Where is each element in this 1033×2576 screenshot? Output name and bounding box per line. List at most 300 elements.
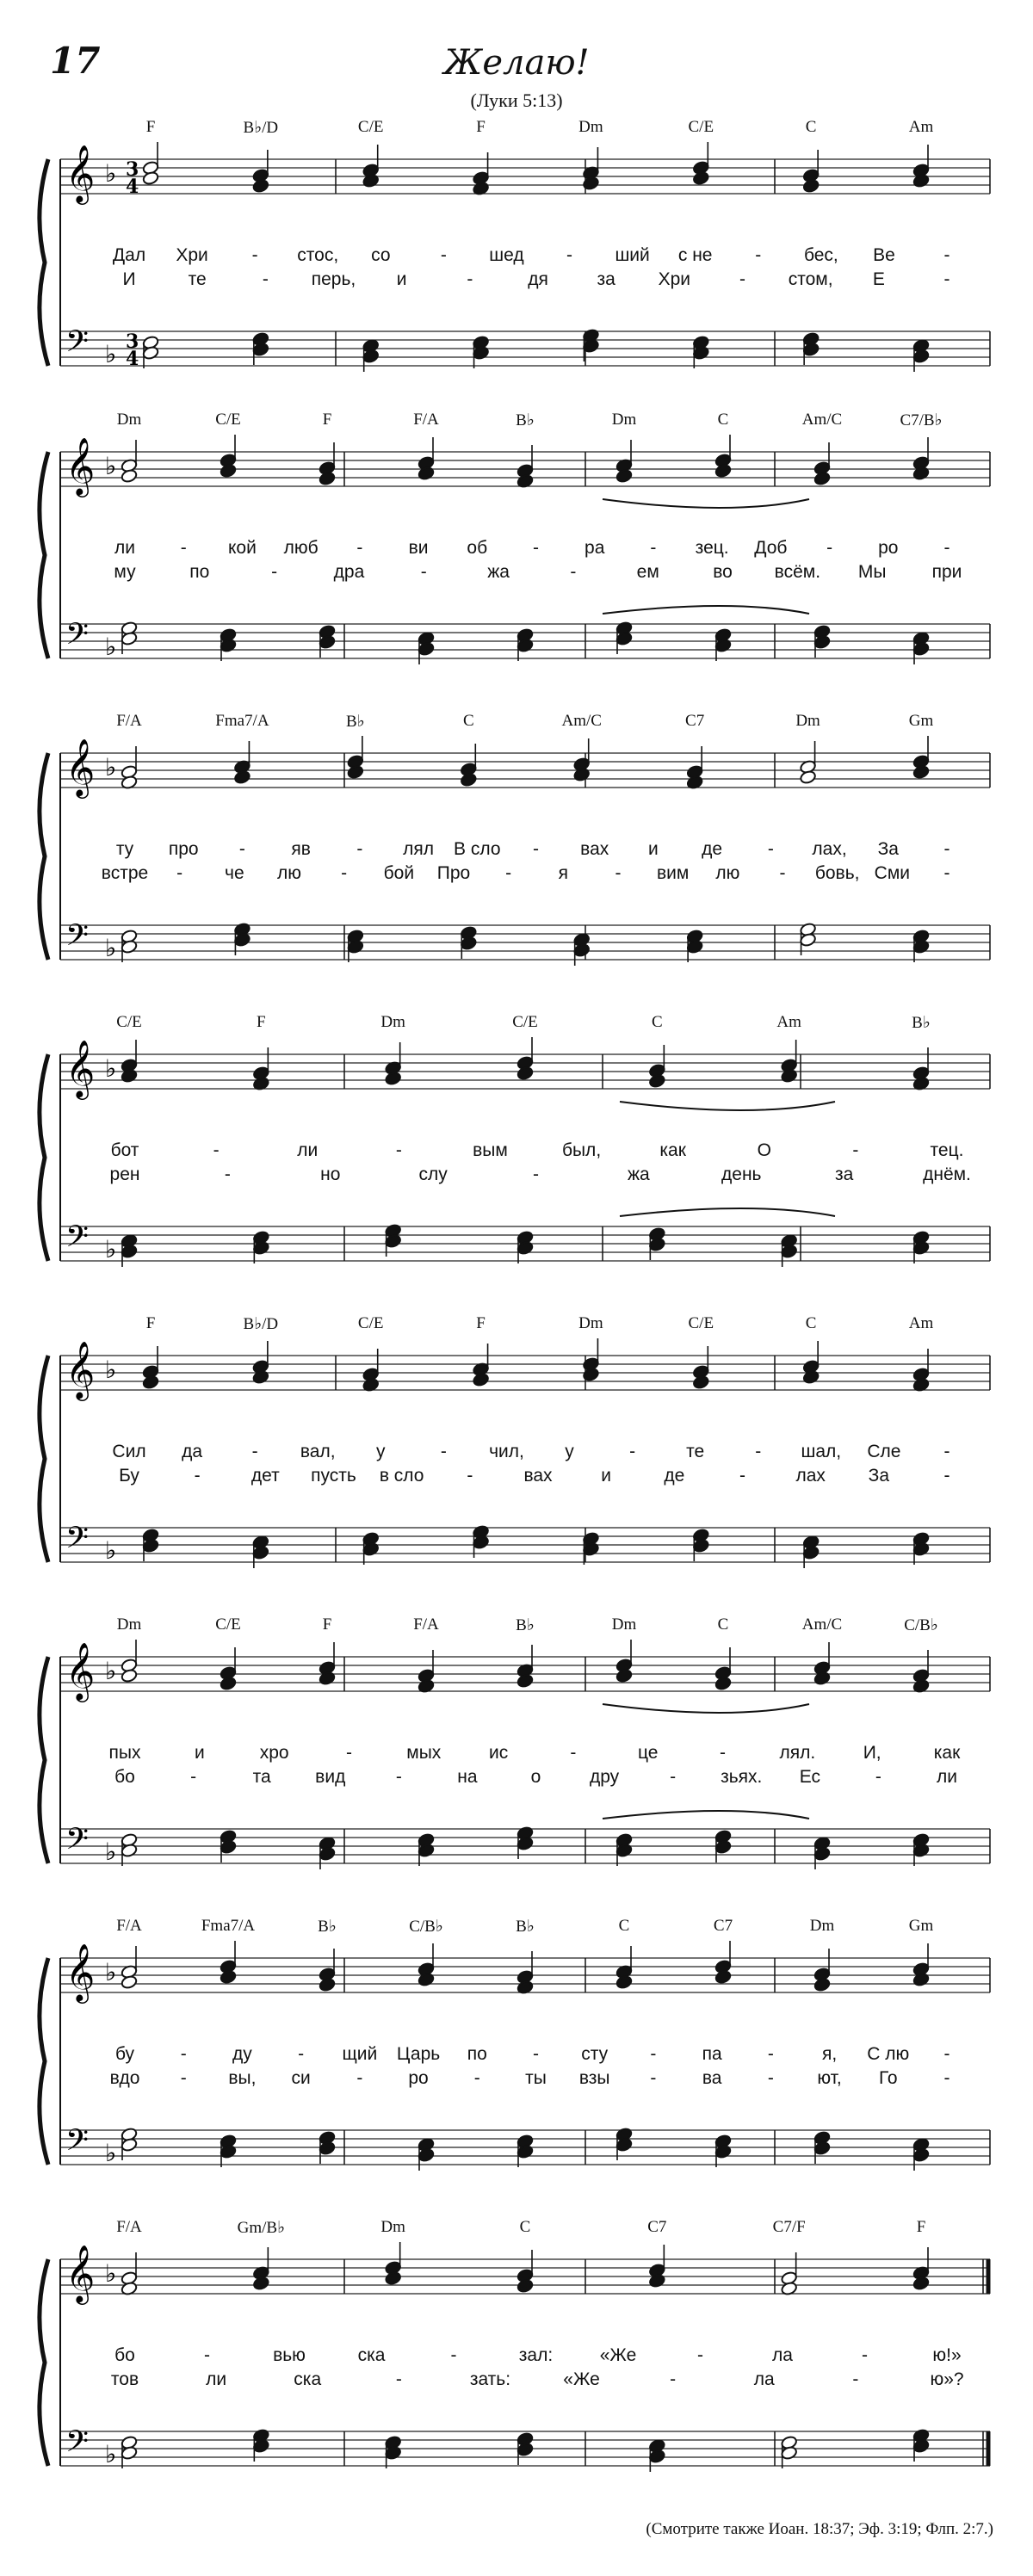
- lyric-syllable: зьях.: [721, 1767, 763, 1787]
- note-head: [714, 1969, 732, 1984]
- note-head: [615, 1974, 633, 1989]
- lyric-syllable: Бу: [119, 1466, 139, 1486]
- lyric-syllable: О: [757, 1140, 771, 1160]
- note-head: [912, 466, 930, 480]
- lyric-syllable: стом,: [788, 269, 833, 289]
- chord-symbol: C: [805, 1314, 817, 1332]
- note-head: [252, 2276, 269, 2290]
- lyric-syllable: всём.: [774, 562, 821, 582]
- system-brace: [40, 1054, 48, 1261]
- lyric-syllable: бой: [383, 863, 415, 883]
- note-head: [802, 1369, 820, 1384]
- note-head: [516, 638, 534, 652]
- chord-symbol: F: [476, 1314, 486, 1332]
- lyric-syllable: лах,: [812, 839, 847, 859]
- lyric-syllable: -: [251, 245, 258, 265]
- lyric-syllable: Ве: [873, 245, 895, 265]
- system-brace: [40, 452, 48, 658]
- lyric-syllable: -: [852, 1140, 859, 1160]
- chord-symbol: F: [476, 118, 486, 136]
- lyric-syllable: -: [473, 2068, 480, 2088]
- lyric-syllable: -: [224, 1164, 231, 1184]
- lyric-syllable: лял.: [779, 1743, 816, 1763]
- note-head: [802, 178, 820, 193]
- note-head: [615, 631, 633, 646]
- note-head: [686, 939, 703, 954]
- lyric-syllable: Е: [872, 269, 885, 289]
- note-head: [781, 1244, 798, 1258]
- chord-symbol: B♭: [318, 1918, 337, 1936]
- note-head: [220, 2144, 237, 2159]
- lyric-syllable: как: [659, 1140, 686, 1160]
- note-head: [692, 170, 709, 185]
- chord-symbol: F/A: [116, 1917, 142, 1935]
- lyric-syllable: ший: [615, 245, 650, 265]
- lyric-syllable: па: [702, 2044, 722, 2064]
- treble-clef: 𝄞: [65, 144, 96, 202]
- lyric-syllable: день: [721, 1164, 762, 1184]
- lyric-syllable: вым: [473, 1140, 508, 1160]
- chord-symbol: Fma7/A: [215, 712, 269, 730]
- note-head: [319, 471, 336, 485]
- time-signature: 3: [126, 158, 139, 181]
- lyric-syllable: -: [767, 2044, 774, 2064]
- key-flat: ♭: [105, 1958, 117, 1986]
- note-head: [912, 939, 930, 954]
- lyric-syllable: у: [376, 1442, 386, 1461]
- lyric-syllable: си: [291, 2068, 311, 2088]
- note-head: [142, 345, 159, 360]
- bass-clef: 𝄢: [65, 1821, 90, 1863]
- treble-clef: 𝄞: [65, 1943, 96, 2001]
- svg-text:3: 3: [126, 330, 139, 353]
- note-head: [319, 2140, 336, 2155]
- note-head: [121, 1668, 138, 1683]
- note-head: [252, 1240, 269, 1255]
- lyric-syllable: «Же: [563, 2369, 600, 2389]
- lyric-syllable: -: [356, 2068, 363, 2088]
- note-head: [319, 1977, 336, 1992]
- system-brace: [40, 1356, 48, 1562]
- note-head: [692, 1374, 709, 1389]
- note-head: [220, 638, 237, 652]
- lyric-syllable: ра: [585, 538, 605, 558]
- lyric-syllable: Доб: [754, 538, 788, 558]
- note-head: [615, 2137, 633, 2152]
- chord-symbol: Am/C: [561, 712, 602, 730]
- lyric-syllable: шал,: [801, 1442, 842, 1461]
- note-head: [516, 1240, 534, 1255]
- lyric-syllable: За: [868, 1466, 890, 1486]
- lyric-syllable: и: [601, 1466, 612, 1486]
- note-head: [714, 463, 732, 478]
- lyric-syllable: -: [566, 245, 573, 265]
- note-head: [813, 1846, 831, 1861]
- note-head: [460, 936, 477, 950]
- treble-clef: 𝄞: [65, 1340, 96, 1399]
- chord-symbol: Gm: [908, 712, 934, 730]
- note-head: [121, 468, 138, 483]
- lyric-syllable: -: [395, 1140, 402, 1160]
- lyric-syllable: -: [650, 2044, 657, 2064]
- lyric-syllable: ли: [206, 2369, 227, 2389]
- note-head: [813, 634, 831, 649]
- lyric-syllable: -: [505, 863, 512, 883]
- note-head: [252, 178, 269, 193]
- chord-symbol: C7/F: [772, 2218, 806, 2236]
- lyric-syllable: -: [420, 562, 427, 582]
- note-head: [418, 466, 435, 480]
- chord-symbol: F: [916, 2218, 926, 2236]
- key-flat: ♭: [105, 753, 117, 781]
- chord-symbol: C/E: [215, 1615, 241, 1634]
- note-head: [912, 349, 930, 363]
- lyric-syllable: ви: [408, 538, 429, 558]
- lyric-syllable: бо: [114, 2345, 135, 2365]
- lyric-syllable: вах: [580, 839, 609, 859]
- lyric-syllable: С лю: [867, 2044, 910, 2064]
- note-head: [648, 2449, 665, 2463]
- lyric-syllable: по: [467, 2044, 487, 2064]
- chord-symbol: Am/C: [801, 1615, 843, 1634]
- lyric-syllable: с не: [677, 245, 713, 265]
- lyric-syllable: Мы: [857, 562, 887, 582]
- note-head: [121, 939, 138, 954]
- lyric-syllable: мых: [406, 1743, 442, 1763]
- lyric-syllable: хро: [259, 1743, 289, 1763]
- note-head: [912, 764, 930, 779]
- lyric-syllable: лю: [276, 863, 302, 883]
- lyric-syllable: стос,: [297, 245, 339, 265]
- key-flat: ♭: [105, 1838, 117, 1866]
- lyric-syllable: ли: [937, 1767, 957, 1787]
- lyric-syllable: -: [755, 1442, 762, 1461]
- lyric-syllable: -: [251, 1442, 258, 1461]
- chord-symbol: Dm: [795, 712, 820, 730]
- lyric-syllable: В сло: [454, 839, 501, 859]
- lyric-syllable: -: [450, 2345, 457, 2365]
- note-head: [714, 1839, 732, 1854]
- lyric-syllable: -: [767, 839, 774, 859]
- note-head: [121, 1244, 138, 1258]
- note-head: [648, 2273, 665, 2288]
- hymn-number: 17: [50, 40, 101, 82]
- key-flat: ♭: [105, 2139, 117, 2167]
- lyric-syllable: ска: [357, 2345, 386, 2365]
- lyric-syllable: -: [190, 1767, 197, 1787]
- note-head: [615, 468, 633, 483]
- lyric-syllable: Про: [436, 863, 471, 883]
- system-brace: [40, 1958, 48, 2165]
- chord-symbol: Gm: [908, 1917, 934, 1935]
- note-head: [714, 638, 732, 652]
- key-flat: ♭: [105, 159, 117, 188]
- note-head: [813, 2140, 831, 2155]
- chord-symbol: C7: [685, 712, 705, 730]
- bass-clef: 𝄢: [65, 2122, 90, 2165]
- lyric-syllable: -: [852, 2369, 859, 2389]
- note-head: [252, 2438, 269, 2453]
- note-head: [385, 2445, 402, 2460]
- bass-clef: 𝄢: [65, 616, 90, 658]
- chord-symbol: F: [322, 1615, 332, 1634]
- lyric-syllable: -: [194, 1466, 201, 1486]
- lyric-syllable: че: [225, 863, 244, 883]
- lyric-syllable: -: [650, 538, 657, 558]
- note-head: [418, 2147, 435, 2162]
- lyric-syllable: по: [189, 562, 210, 582]
- note-head: [912, 2438, 930, 2453]
- lyric-syllable: те: [686, 1442, 705, 1461]
- system-brace: [40, 1657, 48, 1863]
- lyric-syllable: де: [702, 839, 723, 859]
- lyric-syllable: за: [597, 269, 615, 289]
- lyric-syllable: -: [943, 1466, 950, 1486]
- chord-symbol: Dm: [380, 2218, 405, 2236]
- lyric-syllable: -: [271, 562, 278, 582]
- chord-symbol: C/E: [357, 118, 384, 136]
- bass-clef: 𝄢: [65, 1520, 90, 1562]
- chord-symbol: C/E: [688, 1314, 714, 1332]
- note-head: [516, 2278, 534, 2293]
- lyric-syllable: Го: [878, 2068, 898, 2088]
- lyric-syllable: об: [467, 538, 488, 558]
- lyric-syllable: ли: [114, 538, 135, 558]
- lyric-syllable: -: [180, 2044, 187, 2064]
- lyric-syllable: ту: [115, 839, 134, 859]
- note-head: [472, 1372, 489, 1387]
- chord-symbol: F: [322, 411, 332, 429]
- note-head: [385, 1233, 402, 1248]
- key-flat: ♭: [105, 2259, 117, 2288]
- note-head: [912, 173, 930, 188]
- note-head: [220, 1676, 237, 1690]
- chord-symbol: B♭: [912, 1014, 931, 1032]
- lyric-syllable: -: [533, 839, 539, 859]
- lyric-syllable: бес,: [803, 245, 838, 265]
- chord-symbol: F: [145, 118, 156, 136]
- lyric-syllable: в сло: [379, 1466, 424, 1486]
- system-brace: [40, 2259, 48, 2466]
- lyric-syllable: -: [180, 538, 187, 558]
- lyric-syllable: Хри: [176, 245, 208, 265]
- tie: [603, 499, 809, 508]
- lyric-syllable: как: [933, 1743, 961, 1763]
- note-head: [912, 2276, 930, 2290]
- lyric-syllable: жа: [628, 1164, 650, 1184]
- note-head: [418, 1843, 435, 1857]
- hymn-title: Желаю!: [443, 43, 590, 83]
- note-head: [121, 1068, 138, 1083]
- lyric-syllable: -: [467, 1466, 473, 1486]
- lyric-syllable: -: [356, 839, 363, 859]
- note-head: [347, 764, 364, 779]
- chord-symbol: Fma7/A: [201, 1917, 256, 1935]
- note-head: [648, 1237, 665, 1251]
- lyric-syllable: -: [356, 538, 363, 558]
- key-flat: ♭: [105, 1235, 117, 1263]
- cross-references-footer: (Смотрите также Иоан. 18:37; Эф. 3:19; Флп. 2:7.): [646, 2520, 993, 2538]
- chord-symbol: C/E: [512, 1013, 538, 1031]
- lyric-syllable: вах: [523, 1466, 553, 1486]
- key-flat: ♭: [105, 340, 117, 368]
- lyric-syllable: -: [570, 1743, 577, 1763]
- note-head: [912, 1843, 930, 1857]
- note-head: [799, 932, 816, 947]
- chord-symbol: Am: [776, 1013, 801, 1031]
- lyric-syllable: -: [341, 863, 348, 883]
- lyric-syllable: ли: [297, 1140, 319, 1160]
- lyric-syllable: та: [252, 1767, 271, 1787]
- key-flat: ♭: [105, 1054, 117, 1083]
- chord-symbol: F/A: [413, 1615, 439, 1634]
- lyric-syllable: яв: [291, 839, 311, 859]
- lyric-syllable: -: [213, 1140, 220, 1160]
- lyric-syllable: рен: [109, 1164, 140, 1184]
- note-head: [813, 471, 831, 485]
- chord-symbol: B♭/D: [243, 119, 279, 137]
- lyric-syllable: бовь,: [814, 863, 860, 883]
- tie: [620, 1102, 835, 1110]
- lyric-syllable: ро: [408, 2068, 429, 2088]
- lyric-syllable: ют,: [817, 2068, 842, 2088]
- lyric-syllable: дра: [333, 562, 365, 582]
- chord-symbol: C/B♭: [409, 1918, 443, 1936]
- lyric-syllable: во: [713, 562, 733, 582]
- chord-symbol: C/B♭: [904, 1616, 938, 1634]
- lyric-syllable: -: [440, 245, 447, 265]
- note-head: [813, 1671, 831, 1685]
- lyric-syllable: -: [943, 1442, 950, 1461]
- lyric-syllable: на: [457, 1767, 478, 1787]
- chord-symbol: C7: [713, 1917, 733, 1935]
- bass-clef: 𝄢: [65, 1219, 90, 1261]
- lyric-syllable: у: [565, 1442, 574, 1461]
- chord-symbol: Am: [908, 1314, 934, 1332]
- lyric-syllable: -: [533, 538, 539, 558]
- lyric-syllable: со: [371, 245, 391, 265]
- lyric-syllable: бу: [114, 2044, 135, 2064]
- note-head: [912, 641, 930, 656]
- chord-symbol: C: [462, 712, 474, 730]
- lyric-syllable: -: [767, 2068, 774, 2088]
- note-head: [714, 2144, 732, 2159]
- note-head: [781, 2445, 798, 2460]
- lyric-syllable: -: [943, 839, 950, 859]
- note-head: [912, 1240, 930, 1255]
- lyric-syllable: ла: [772, 2345, 793, 2365]
- chord-symbol: C/E: [357, 1314, 384, 1332]
- lyric-syllable: был,: [561, 1140, 602, 1160]
- note-head: [252, 1369, 269, 1384]
- chord-symbol: C/E: [116, 1013, 142, 1031]
- lyric-syllable: Сми: [874, 863, 910, 883]
- lyric-syllable: -: [862, 2345, 868, 2365]
- lyric-syllable: -: [943, 245, 950, 265]
- lyric-syllable: дет: [251, 1466, 280, 1486]
- note-head: [802, 1545, 820, 1560]
- lyric-syllable: -: [650, 2068, 657, 2088]
- note-head: [121, 1974, 138, 1989]
- lyric-syllable: вид: [315, 1767, 346, 1787]
- lyric-syllable: ска: [294, 2369, 322, 2389]
- lyric-syllable: -: [204, 2345, 210, 2365]
- lyric-syllable: -: [176, 863, 183, 883]
- chord-symbol: Dm: [380, 1013, 405, 1031]
- note-head: [912, 1541, 930, 1556]
- chord-symbol: B♭: [516, 411, 535, 429]
- lyric-syllable: ем: [636, 562, 659, 582]
- bass-clef: 𝄢: [65, 917, 90, 960]
- chord-symbol: Dm: [611, 411, 637, 429]
- note-head: [347, 939, 364, 954]
- lyric-syllable: -: [670, 2369, 677, 2389]
- lyric-syllable: ис: [488, 1743, 509, 1763]
- lyric-syllable: о: [530, 1767, 541, 1787]
- lyric-syllable: вим: [656, 863, 690, 883]
- lyric-syllable: -: [570, 562, 577, 582]
- treble-clef: 𝄞: [65, 1641, 96, 1700]
- note-head: [319, 1671, 336, 1685]
- note-head: [220, 1839, 237, 1854]
- chord-symbol: C7: [647, 2218, 667, 2236]
- lyric-syllable: сту: [581, 2044, 609, 2064]
- chord-symbol: Dm: [611, 1615, 637, 1634]
- note-head: [912, 2147, 930, 2162]
- note-head: [472, 1535, 489, 1549]
- note-head: [252, 1545, 269, 1560]
- chord-symbol: F/A: [413, 411, 439, 429]
- note-head: [362, 173, 380, 188]
- tie: [620, 1208, 835, 1216]
- note-head: [648, 1073, 665, 1088]
- lyric-syllable: -: [262, 269, 269, 289]
- lyric-syllable: -: [697, 2345, 703, 2365]
- lyric-syllable: я: [558, 863, 569, 883]
- lyric-syllable: встре: [101, 863, 149, 883]
- lyric-syllable: зал:: [518, 2345, 554, 2365]
- note-head: [362, 349, 380, 363]
- note-head: [233, 932, 251, 947]
- chord-symbol: C/E: [688, 118, 714, 136]
- lyric-syllable: пых: [108, 1743, 141, 1763]
- lyric-syllable: вдо: [109, 2068, 140, 2088]
- note-head: [615, 1668, 633, 1683]
- note-head: [615, 1843, 633, 1857]
- chord-symbol: C: [717, 411, 729, 429]
- lyric-syllable: -: [720, 1743, 727, 1763]
- lyric-syllable: -: [440, 1442, 447, 1461]
- treble-clef: 𝄞: [65, 2244, 96, 2302]
- chord-symbol: C: [805, 118, 817, 136]
- lyric-syllable: я,: [821, 2044, 838, 2064]
- scripture-reference: (Луки 5:13): [470, 90, 563, 111]
- note-head: [252, 342, 269, 356]
- lyric-syllable: щий: [342, 2044, 378, 2064]
- lyric-syllable: кой: [228, 538, 257, 558]
- lyric-syllable: те: [188, 269, 207, 289]
- note-head: [418, 641, 435, 656]
- lyric-syllable: -: [615, 863, 622, 883]
- lyric-syllable: му: [114, 562, 136, 582]
- lyric-syllable: вал,: [300, 1442, 336, 1461]
- lyric-syllable: зец.: [695, 538, 729, 558]
- tie: [603, 1704, 809, 1713]
- note-head: [460, 772, 477, 787]
- system-brace: [40, 159, 48, 366]
- lyric-syllable: но: [320, 1164, 341, 1184]
- lyric-syllable: -: [298, 2044, 305, 2064]
